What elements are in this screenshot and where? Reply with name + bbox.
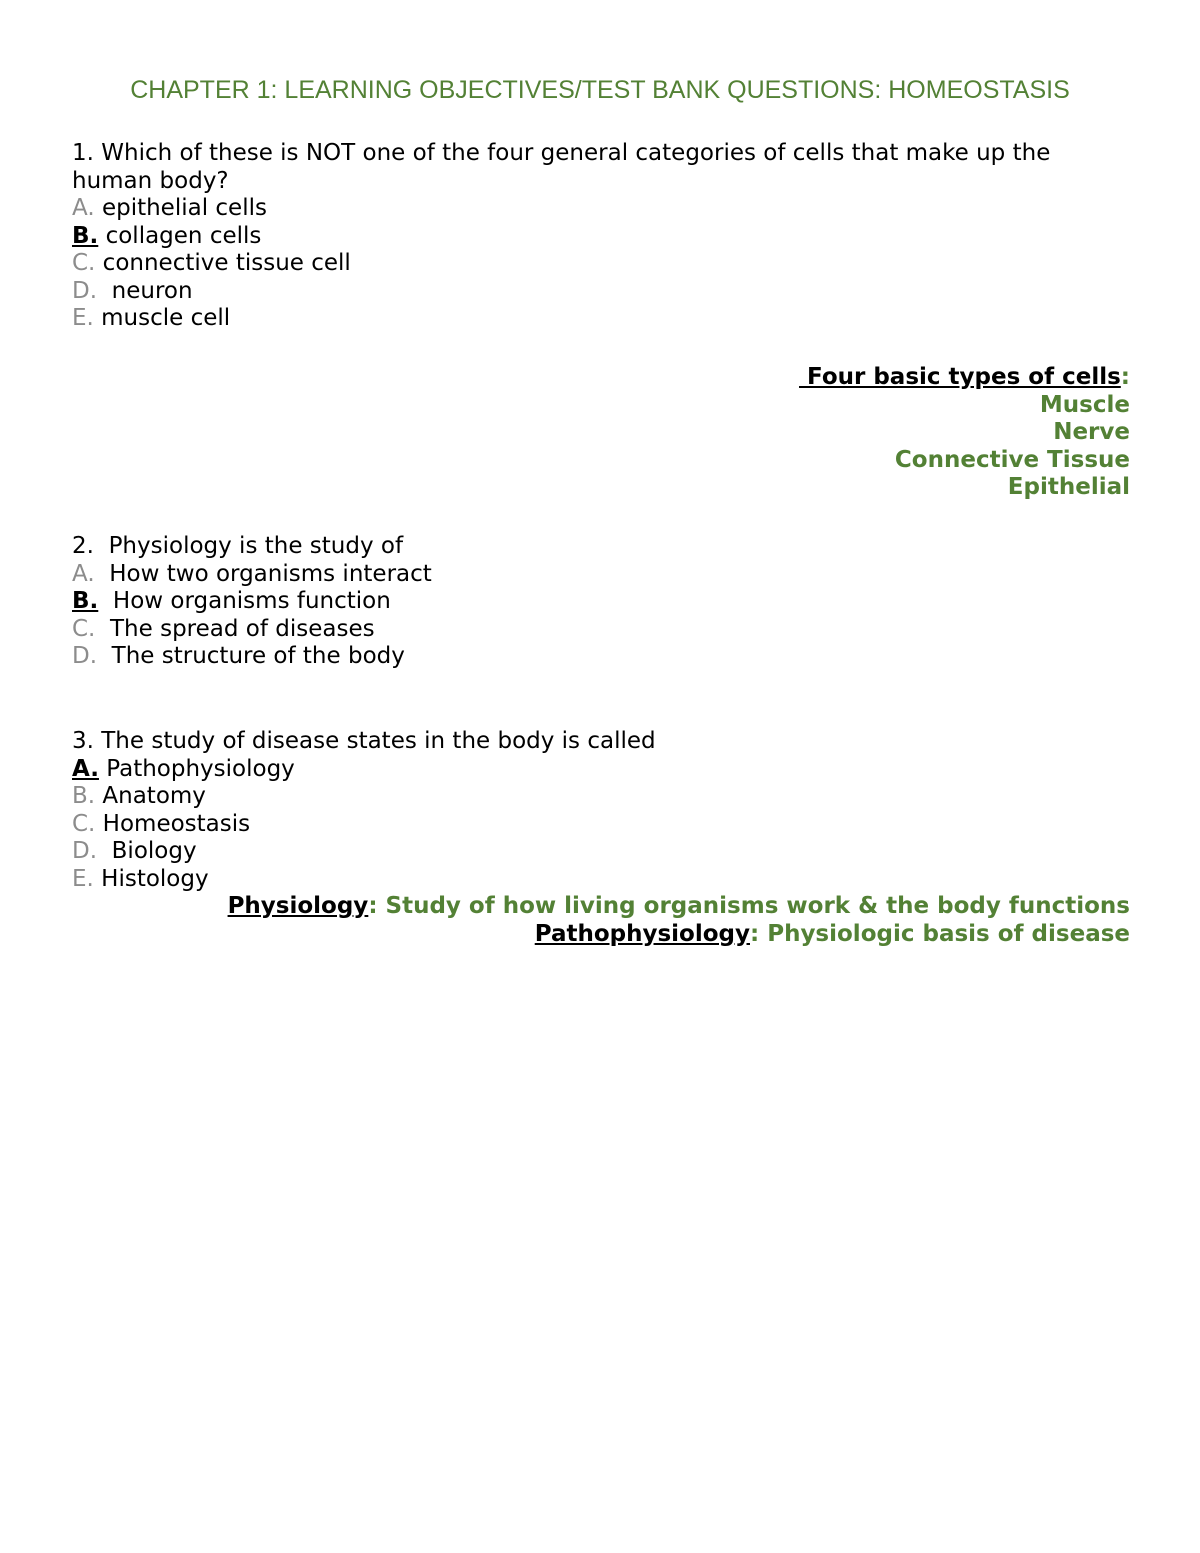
option-text: The spread of diseases — [95, 615, 375, 642]
option-text: Biology — [97, 838, 197, 864]
definition-colon: : — [368, 893, 378, 919]
cell-types-note — [799, 364, 1130, 502]
definition-physiology — [228, 893, 1130, 921]
option-text: How organisms function — [98, 588, 391, 614]
definition-pathophysiology — [228, 921, 1130, 949]
correct-option-letter: B. — [72, 222, 99, 249]
definition-colon: : — [750, 920, 760, 947]
option-letter: A. — [72, 195, 95, 221]
option-text: neuron — [97, 277, 193, 304]
question-2-text: 2. Physiology is the study of — [72, 533, 404, 559]
question-1 — [72, 140, 1132, 333]
question-3-option-b — [72, 783, 1132, 811]
option-text: Pathophysiology — [98, 755, 295, 782]
option-letter: D. — [72, 838, 98, 864]
option-text: connective tissue cell — [95, 250, 351, 276]
option-text: Histology — [93, 865, 209, 892]
question-2-option-a — [72, 561, 1132, 589]
cell-types-colon: : — [1120, 364, 1130, 390]
option-text: muscle cell — [93, 305, 231, 331]
option-letter: E. — [72, 865, 94, 892]
definition-term: Pathophysiology — [534, 920, 750, 947]
question-1-option-a — [72, 195, 1132, 223]
option-letter: B. — [72, 783, 96, 809]
cell-types-heading-line — [799, 364, 1130, 392]
question-3-option-d — [72, 838, 1132, 866]
question-1-option-d — [72, 278, 1132, 306]
question-1-text: 1. Which of these is NOT one of the four general categories of cells that make up the — [72, 140, 1051, 166]
correct-option-letter: B. — [72, 588, 99, 614]
definition-term: Physiology — [227, 893, 369, 919]
question-3-option-a — [72, 756, 1132, 784]
definitions-note — [228, 893, 1130, 948]
definition-text: Physiologic basis of disease — [759, 920, 1130, 947]
question-1-option-b — [72, 223, 1132, 251]
option-text: epithelial cells — [94, 195, 267, 221]
question-3-option-c — [72, 811, 1132, 839]
definition-text: Study of how living organisms work & the body functions — [377, 893, 1130, 919]
option-letter: D. — [72, 277, 98, 304]
question-2-option-d — [72, 643, 1132, 671]
cell-type-connective-tissue: Connective Tissue — [894, 446, 1130, 473]
question-2 — [72, 533, 1132, 671]
cell-type-epithelial: Epithelial — [1007, 474, 1130, 500]
question-3-option-e — [72, 866, 1132, 894]
option-text: The structure of the body — [97, 643, 405, 669]
question-2-option-c — [72, 616, 1132, 644]
chapter-title: CHAPTER 1: LEARNING OBJECTIVES/TEST BANK QUESTIONS: HOMEOSTASIS — [130, 76, 1070, 104]
cell-type-nerve: Nerve — [1053, 419, 1130, 445]
option-letter: D. — [72, 643, 98, 669]
question-2-option-b — [72, 588, 1132, 616]
question-1-text-continued: human body? — [72, 167, 229, 194]
option-letter: C. — [72, 250, 96, 276]
question-3 — [72, 728, 1132, 893]
option-letter: A. — [72, 560, 95, 587]
option-letter: C. — [72, 615, 96, 642]
option-text: Homeostasis — [95, 810, 251, 837]
option-text: collagen cells — [98, 222, 262, 249]
question-3-text: 3. The study of disease states in the body is called — [72, 728, 656, 754]
option-letter: C. — [72, 810, 96, 837]
option-letter: E. — [72, 305, 94, 331]
cell-type-muscle: Muscle — [1039, 391, 1130, 418]
option-text: Anatomy — [95, 783, 206, 809]
question-1-option-c — [72, 250, 1132, 278]
option-text: How two organisms interact — [94, 560, 432, 587]
question-1-option-e — [72, 305, 1132, 333]
correct-option-letter: A. — [72, 755, 99, 782]
cell-types-heading: Four basic types of cells — [799, 364, 1121, 390]
